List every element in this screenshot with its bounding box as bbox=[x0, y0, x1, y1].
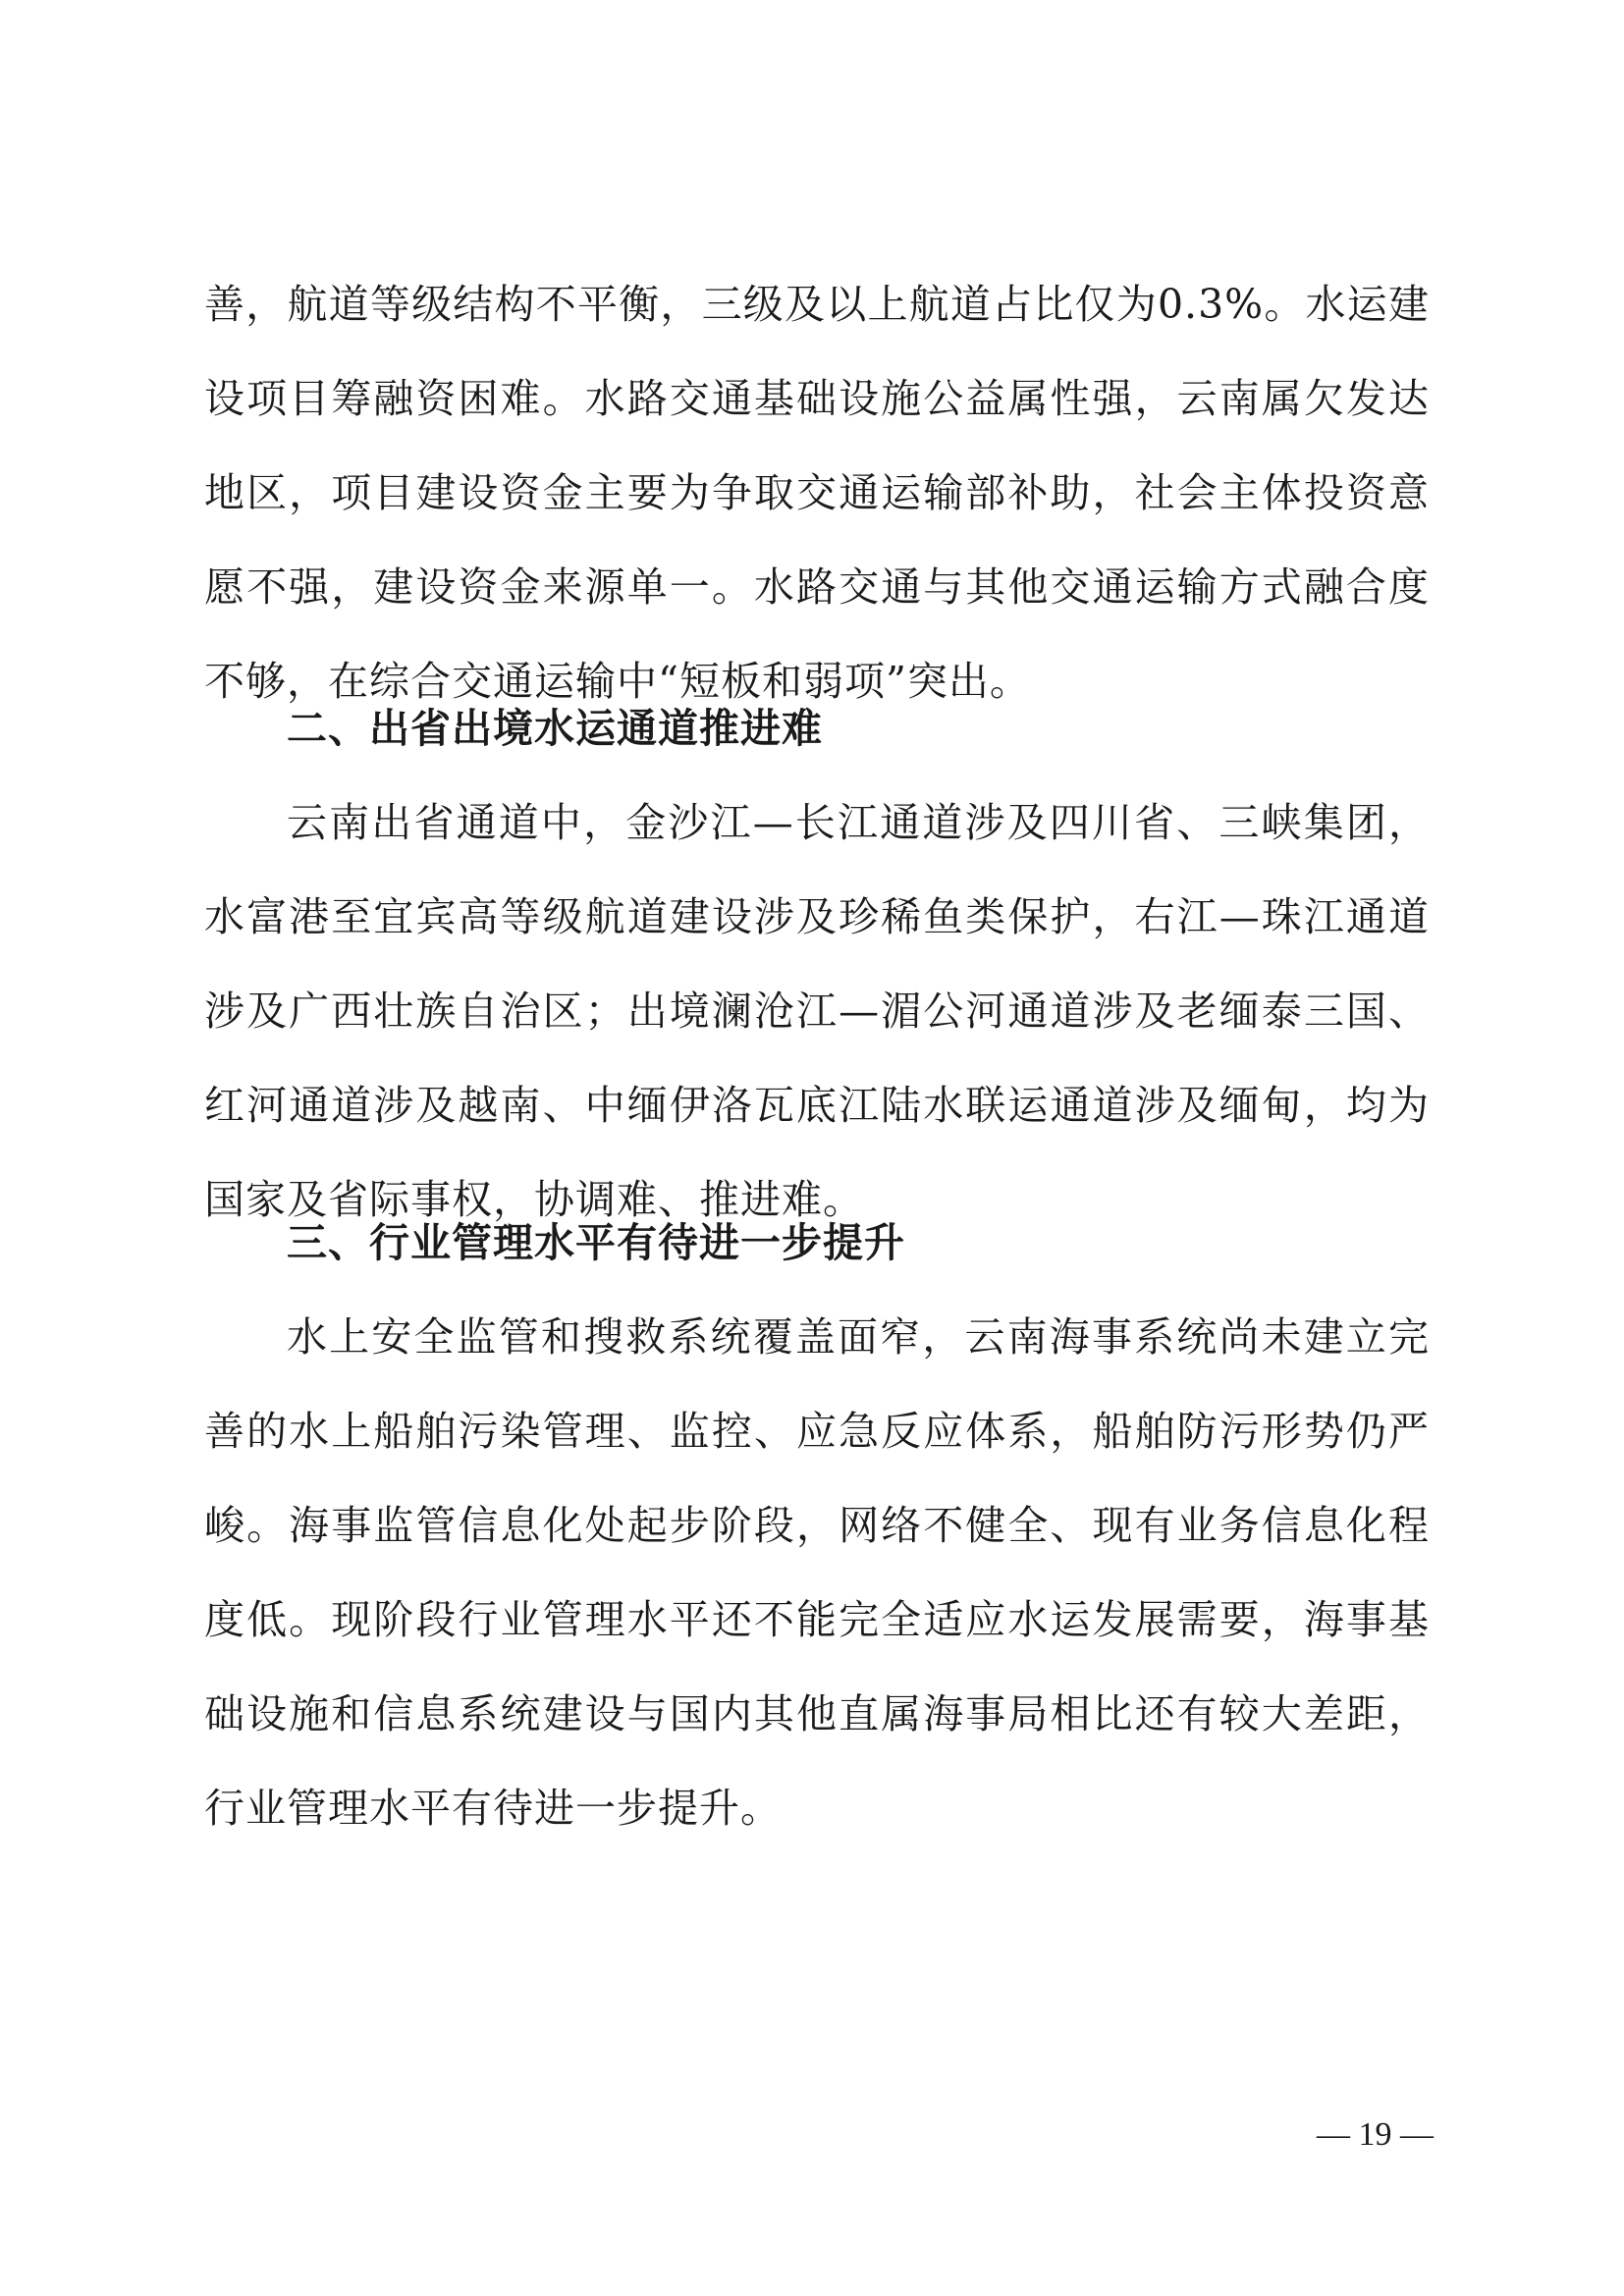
paragraph-section-3: 水上安全监管和搜救系统覆盖面窄，云南海事系统尚未建立完善的水上船舶污染管理、监控、应急反应体系，船舶防污形势仍严峻。海事监管信息化处起步阶段，网络不健全、现有业务信息化程度低。现阶段行业管理水平还不能完全适应水运发展需要，海事基础设施和信息系统建设与国内其他直属海事局相比还有较大差距，行业管理水平有待进一步提升。 bbox=[204, 1313, 1430, 1832]
paragraph-section-2: 云南出省通道中，金沙江—长江通道涉及四川省、三峡集团，水富港至宜宾高等级航道建设涉及珍稀鱼类保护，右江—珠江通道涉及广西壮族自治区；出境澜沧江—湄公河通道涉及老缅泰三国、红河通道涉及越南、中缅伊洛瓦底江陆水联运通道涉及缅甸，均为国家及省际事权，协调难、推进难。 bbox=[204, 799, 1430, 1223]
page-number: — 19 — bbox=[1317, 2116, 1434, 2153]
paragraph-continuation: 善，航道等级结构不平衡，三级及以上航道占比仅为0.3%。水运建设项目筹融资困难。水路交通基础设施公益属性强，云南属欠发达地区，项目建设资金主要为争取交通运输部补助，社会主体投资意愿不强，建设资金来源单一。水路交通与其他交通运输方式融合度不够，在综合交通运输中“短板和弱项”突出。 bbox=[204, 281, 1430, 705]
section-heading-3: 三、行业管理水平有待进一步提升 bbox=[287, 1219, 905, 1266]
section-heading-2: 二、出省出境水运通道推进难 bbox=[287, 705, 823, 752]
